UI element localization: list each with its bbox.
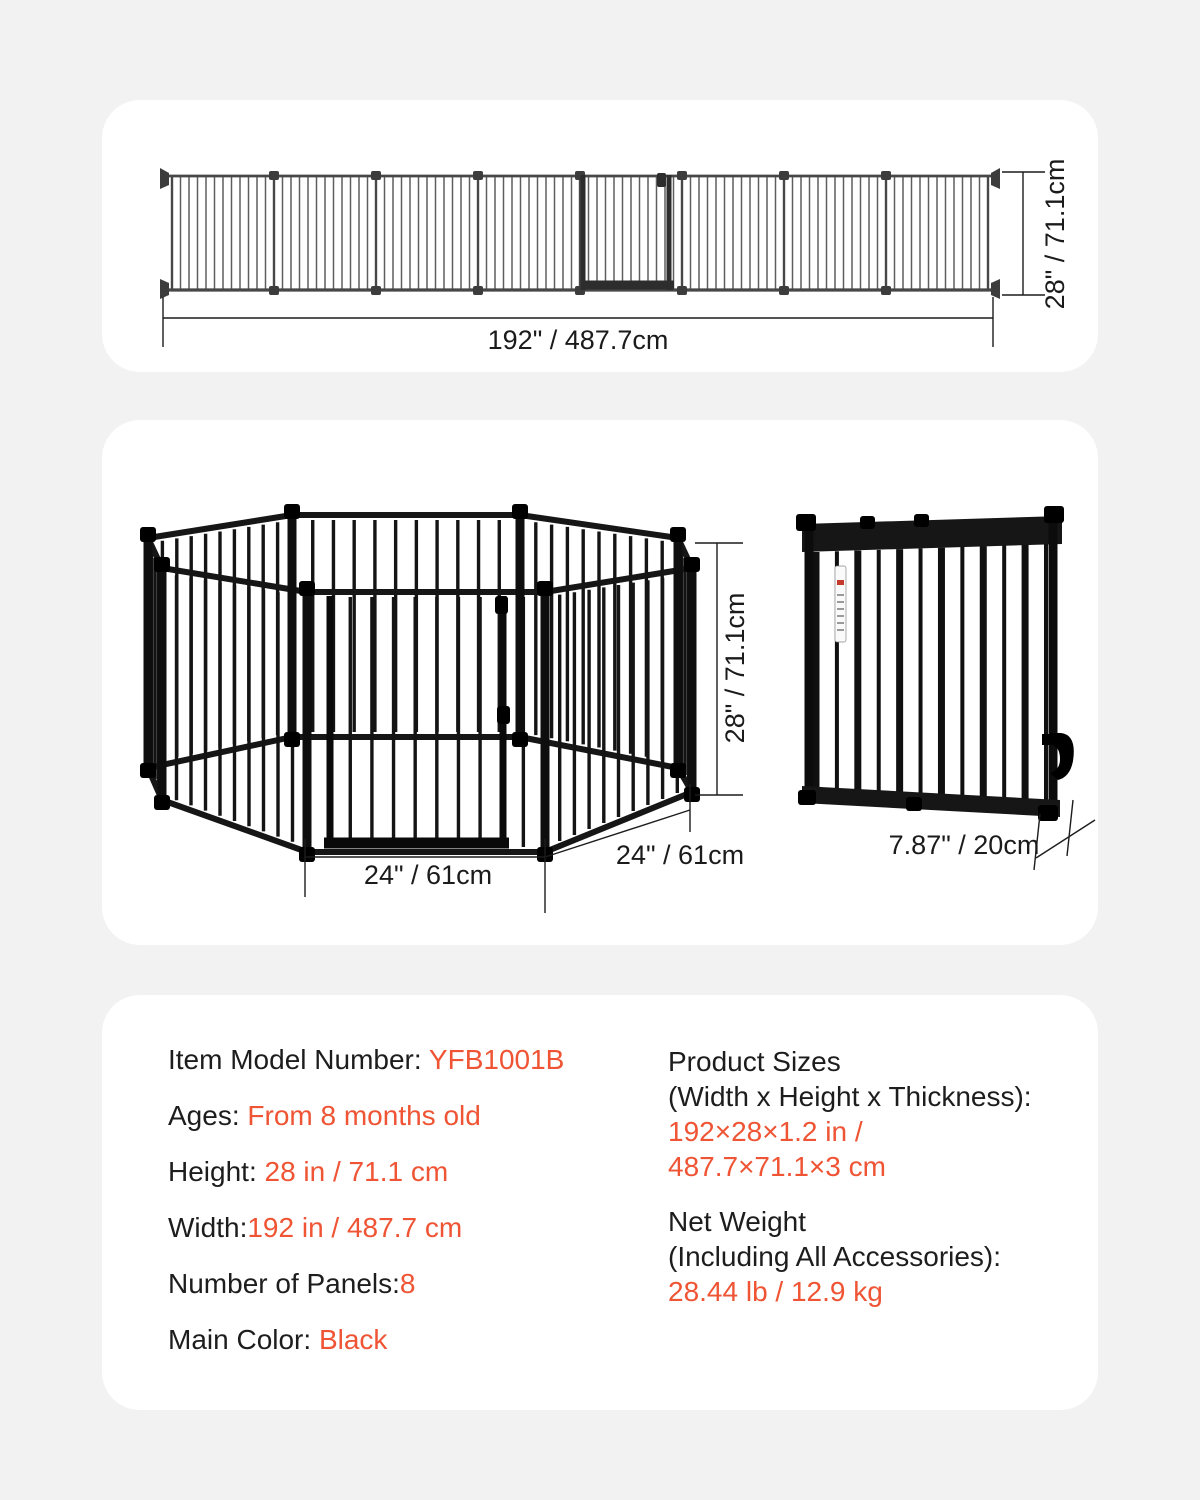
spec-value: 192×28×1.2 in / xyxy=(668,1116,863,1147)
spec-row-panels xyxy=(168,1270,564,1298)
spec-row-model xyxy=(168,1046,564,1074)
spec-row-ages xyxy=(168,1102,564,1130)
flat-fence-line-art xyxy=(160,168,1045,347)
spec-row-color xyxy=(168,1326,564,1354)
spec-value: Black xyxy=(318,1324,388,1355)
pen-side-width-dimension-label: 24" / 61cm xyxy=(615,840,745,870)
spec-row-height xyxy=(168,1158,564,1186)
spec-label: Ages: xyxy=(168,1100,248,1131)
spec-value: 28.44 lb / 12.9 kg xyxy=(668,1276,883,1307)
spec-heading: Net Weight xyxy=(668,1206,806,1237)
spec-block-product-sizes xyxy=(668,1044,1088,1184)
pen-front-width-dimension-label: 24" / 61cm xyxy=(363,860,493,890)
spec-right-column xyxy=(668,1044,1088,1309)
flat-fence-diagram xyxy=(102,100,1098,372)
flat-fence-card xyxy=(102,100,1098,372)
spec-label: Item Model Number: xyxy=(168,1044,429,1075)
spec-heading: (Including All Accessories): xyxy=(668,1241,1002,1272)
spec-label: Width: xyxy=(168,1212,248,1243)
spec-value: 487.7×71.1×3 cm xyxy=(668,1151,886,1182)
specifications-card xyxy=(102,995,1098,1410)
folded-thickness-dimension-label: 7.87" / 20cm xyxy=(888,830,1040,860)
folded-stack-render xyxy=(796,506,1074,821)
spec-value: YFB1001B xyxy=(428,1044,565,1075)
playpen-diagram xyxy=(102,420,1098,945)
spec-label: Number of Panels: xyxy=(168,1268,400,1299)
playpen-card xyxy=(102,420,1098,945)
spec-value: 28 in / 71.1 cm xyxy=(264,1156,449,1187)
spec-value: 192 in / 487.7 cm xyxy=(247,1212,463,1243)
spec-heading: (Width x Height x Thickness): xyxy=(668,1081,1032,1112)
spec-left-column xyxy=(168,1046,564,1382)
flat-height-dimension-label: 28" / 71.1cm xyxy=(1040,158,1070,310)
spec-label: Height: xyxy=(168,1156,265,1187)
playpen-render xyxy=(140,504,700,862)
spec-value: From 8 months old xyxy=(247,1100,481,1131)
spec-heading: Product Sizes xyxy=(668,1046,841,1077)
spec-label: Main Color: xyxy=(168,1324,319,1355)
pen-height-dimension-label: 28" / 71.1cm xyxy=(720,592,750,744)
spec-value: 8 xyxy=(399,1268,416,1299)
spec-block-net-weight xyxy=(668,1204,1088,1309)
spec-row-width xyxy=(168,1214,564,1242)
flat-width-dimension-label: 192" / 487.7cm xyxy=(487,325,669,355)
